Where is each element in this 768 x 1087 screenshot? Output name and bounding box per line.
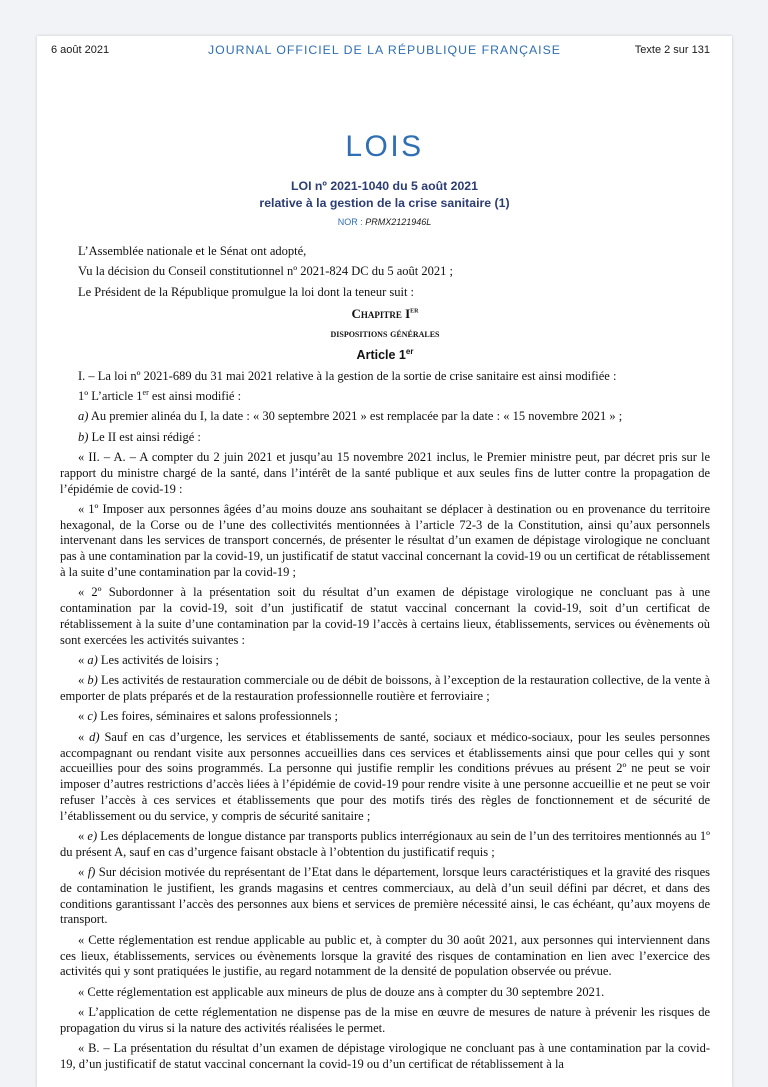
intro-paragraph: Le Président de la République promulgue la loi dont la teneur suit : [78, 284, 415, 299]
nor-value: PRMX2121946L [365, 217, 432, 227]
list-item: « f) Sur décision motivée du représentant de l’Etat dans le département, lorsque leurs caractéristiques et la gravité des risques de contamination le justifient, les grands magasins et centres commerciaux, au delà d’un seuil défini par décret, et dans des conditions garantissant l’accès des personnes aux biens et services de première nécessité ainsi, le cas échéant, qu’aux moyens de transport. [60, 865, 710, 927]
article-heading: Article 1er [356, 347, 414, 363]
list-item: « a) Les activités de loisirs ; [78, 653, 219, 668]
paragraph: a) Au premier alinéa du I, la date : « 30 septembre 2021 » est remplacée par la date : « 15 novembre 2021 » ; [78, 409, 623, 424]
paragraph: I. – La loi nº 2021-689 du 31 mai 2021 relative à la gestion de la sortie de crise sanitaire est ainsi modifiée : [78, 368, 617, 383]
paragraph: « L’application de cette réglementation ne dispense pas de la mise en œuvre de mesures de nature à prévenir les risques de propagation du virus si la nature des activités réalisées le permet. [60, 1004, 710, 1035]
paragraph: « 2º Subordonner à la présentation soit du résultat d’un examen de dépistage virologique ne concluant pas à une contamination par la covid-19, soit d’un justificatif de statut vaccinal concernant la covid-19, soit d’un certificat de rétablissement à la suite d’une contamination par la covid-19 l’accès à certains lieux, établissements, services ou évènements où sont exercées les activités suivantes : [60, 585, 710, 647]
paragraph: 1º L’article 1er est ainsi modifié : [78, 387, 242, 404]
list-item: « b) Les activités de restauration commerciale ou de débit de boissons, à l’exception de la restauration collective, de la vente à emporter de plats préparés et de la restauration professionnelle routière et ferroviaire ; [60, 673, 710, 704]
header-date: 6 août 2021 [51, 44, 110, 56]
nor-reference [37, 217, 732, 227]
law-title-line1: LOI nº 2021-1040 du 5 août 2021 [291, 179, 478, 193]
chapter-subtitle: dispositions générales [330, 327, 440, 340]
list-item: « c) Les foires, séminaires et salons professionnels ; [78, 709, 339, 724]
law-title [37, 178, 732, 212]
list-item: « d) Sauf en cas d’urgence, les services et établissements de santé, sociaux et médico-sociaux, pour les seules personnes accompagnant ou rendant visite aux personnes accueillies dans ces services et établissements ainsi que pour celles qui y sont accueillies pour des soins programmés. La personne qui justifie remplir les conditions prévues au présent 2º ne peut se voir imposer d’autres restrictions d’accès liées à l’épidémie de covid-19 pour rendre visite à une personne accueillie et ne peut se voir refuser l’accès à ces services et établissements que pour des motifs tirés des règles de fonctionnement et de sécurité de l’établissement ou du service, y compris de sécurité sanitaire ; [60, 729, 710, 823]
header-journal-title: JOURNAL OFFICIEL DE LA RÉPUBLIQUE FRANÇAISE [208, 43, 561, 57]
law-title-line2: relative à la gestion de la crise sanitaire (1) [259, 196, 510, 210]
header-text-number: Texte 2 sur 131 [634, 44, 710, 56]
intro-paragraph: Vu la décision du Conseil constitutionnel nº 2021-824 DC du 5 août 2021 ; [78, 264, 453, 279]
intro-paragraph: L’Assemblée nationale et le Sénat ont adopté, [78, 244, 307, 258]
paragraph: b) Le II est ainsi rédigé : [78, 429, 201, 444]
paragraph: « B. – La présentation du résultat d’un examen de dépistage virologique ne concluant pas à une contamination par la covid-19, d’un justificatif de statut vaccinal concernant la covid-19 ou d’un certificat de rétablissement à la [60, 1041, 710, 1071]
paragraph: « 1º Imposer aux personnes âgées d’au moins douze ans souhaitant se déplacer à destination ou en provenance du territoire hexagonal, de la Corse ou de l’une des collectivités mentionnées à l’article 72-3 de la Constitution, ainsi qu’aux personnels intervenant dans les services de transport concernés, de présenter le résultat d’un examen de dépistage virologique ne concluant pas à une contamination par la covid-19, un justificatif de statut vaccinal concernant la covid-19 ou un certificat de rétablissement à la suite d’une contamination par la covid-19 ; [60, 501, 710, 580]
paragraph: « Cette réglementation est applicable aux mineurs de plus de douze ans à compter du 30 septembre 2021. [78, 984, 605, 999]
paragraph: « Cette réglementation est rendue applicable au public et, à compter du 30 août 2021, aux personnes qui interviennent dans ces lieux, établissements, services ou évènements lorsque la gravité des risques de contamination en lien avec l’exercice des activités qui y sont pratiquées le justifie, au regard notamment de la densité de population observée ou prévue. [60, 932, 710, 979]
list-item: « e) Les déplacements de longue distance par transports publics interrégionaux au sein de l’un des territoires mentionnés au 1º du présent A, sauf en cas d’urgence faisant obstacle à l’obtention du justificatif requis ; [60, 829, 710, 859]
document-page [37, 36, 732, 1087]
document-body [60, 244, 710, 1077]
page-header [37, 44, 732, 60]
nor-label: NOR : [337, 217, 366, 227]
section-title: LOIS [345, 130, 424, 163]
paragraph: « II. – A. – A compter du 2 juin 2021 et jusqu’au 15 novembre 2021 inclus, le Premier ministre peut, par décret pris sur le rapport du ministre chargé de la santé, dans l’intérêt de la santé publique et aux seules fins de lutter contre la propagation de l’épidémie de covid-19 : [60, 449, 710, 496]
chapter-heading: Chapitre Ier [351, 306, 419, 322]
